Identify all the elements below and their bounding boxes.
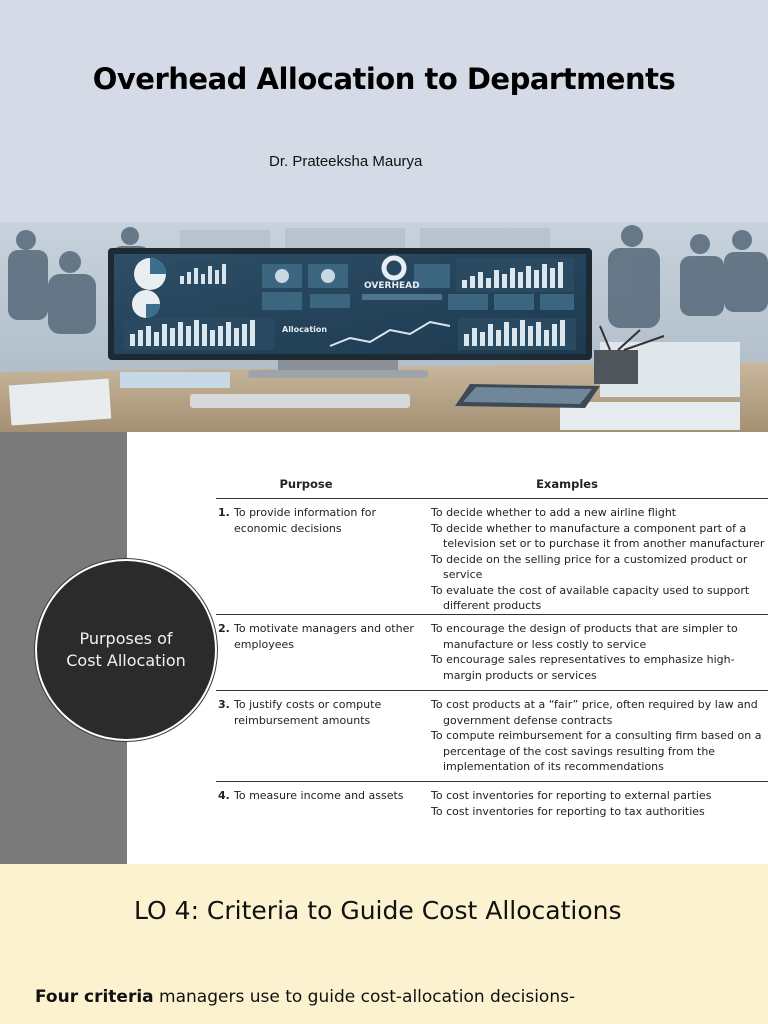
- row-examples: [431, 621, 768, 690]
- purpose-examples-table: [216, 472, 768, 822]
- example-item: To decide on the selling price for a customized product or service: [431, 552, 748, 581]
- office-illustration: [0, 222, 768, 432]
- row-purpose: To measure income and assets: [234, 789, 404, 802]
- purposes-slide: [0, 432, 768, 864]
- row-purpose: To motivate managers and other employees: [234, 622, 414, 651]
- screen-label-allocation: Allocation: [282, 325, 328, 334]
- table-header: [216, 472, 768, 499]
- slide-author: Dr. Prateeksha Maurya: [269, 153, 423, 170]
- example-item: To cost inventories for reporting to tax authorities: [431, 804, 705, 818]
- screen-label-overhead: OVERHEAD: [364, 281, 420, 291]
- row-number: 4.: [218, 789, 230, 802]
- table-row: [216, 691, 768, 782]
- row-purpose: To justify costs or compute reimbursement amounts: [234, 698, 382, 727]
- row-number: 3.: [218, 698, 230, 711]
- example-item: To compute reimbursement for a consulting firm based on a percentage of the cost savings resulting from the implementation of its recommendations: [431, 729, 762, 773]
- slide-heading: LO 4: Criteria to Guide Cost Allocations: [134, 896, 622, 925]
- row-number: 1.: [218, 506, 230, 519]
- criteria-slide: [0, 864, 768, 1024]
- purposes-circle: [37, 561, 215, 739]
- circle-label: Purposes of Cost Allocation: [66, 629, 186, 670]
- table-row: [216, 499, 768, 615]
- table-row: [216, 782, 768, 822]
- row-examples: [431, 788, 768, 822]
- example-item: To encourage the design of products that are simpler to manufacture or less costly to service: [431, 622, 738, 651]
- header-examples: Examples: [536, 477, 598, 491]
- example-item: To decide whether to add a new airline flight: [431, 506, 677, 519]
- criteria-intro-bold: Four criteria: [35, 987, 154, 1007]
- table-row: [216, 615, 768, 691]
- row-examples: [431, 505, 768, 614]
- criteria-intro: [35, 987, 575, 1007]
- example-item: To cost inventories for reporting to external parties: [431, 789, 712, 802]
- row-examples: [431, 697, 768, 781]
- slide-title: Overhead Allocation to Departments: [92, 62, 676, 96]
- row-purpose: To provide information for economic decisions: [234, 506, 376, 535]
- example-item: To cost products at a “fair” price, often required by law and government defense contracts: [431, 698, 758, 727]
- example-item: To evaluate the cost of available capacity used to support different products: [431, 583, 750, 612]
- criteria-intro-rest: managers use to guide cost-allocation decisions-: [153, 987, 576, 1007]
- example-item: To decide whether to manufacture a component part of a television set or to purchase it from another manufacturer: [431, 521, 765, 550]
- example-item: To encourage sales representatives to emphasize high-margin products or services: [431, 653, 735, 682]
- header-purpose: Purpose: [279, 477, 333, 491]
- row-number: 2.: [218, 622, 230, 635]
- title-slide: [0, 0, 768, 432]
